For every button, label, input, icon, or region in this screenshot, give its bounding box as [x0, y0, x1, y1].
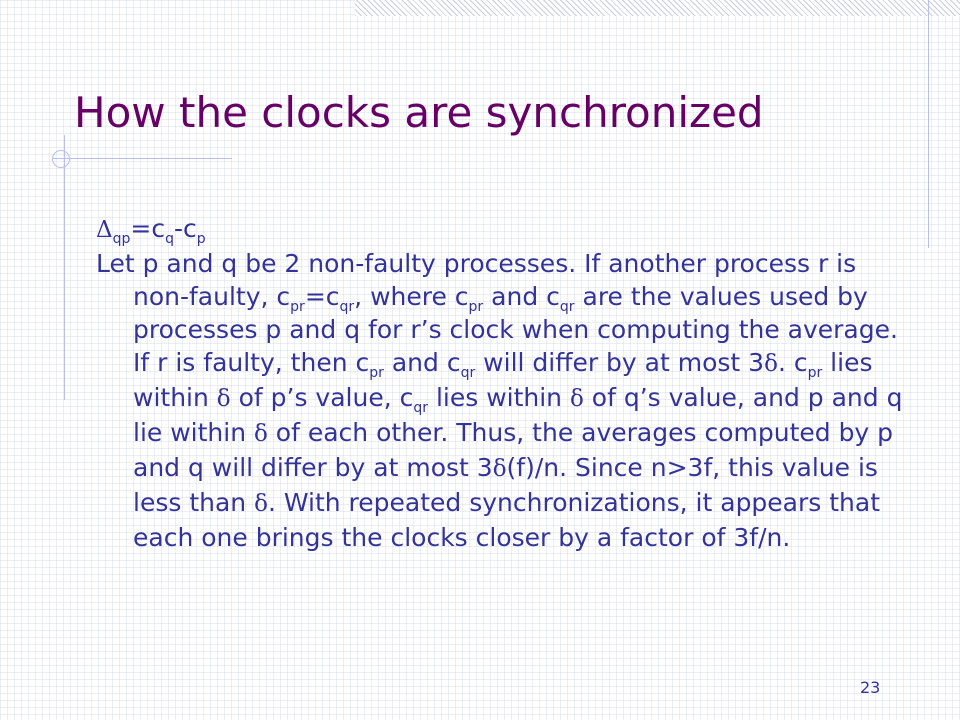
formula-minus: -c [174, 214, 197, 243]
delta-symbol: δ [216, 386, 231, 412]
delta-symbol: δ [254, 421, 268, 447]
formula-eq: =c [130, 214, 166, 243]
formula-sub-q: q [165, 231, 174, 247]
text-segment: =c [304, 282, 340, 311]
left-vertical-rule [64, 135, 65, 400]
delta-symbol: δ [764, 351, 778, 377]
text-segment: of q’s value, and p and q lie within [133, 383, 903, 447]
subscript-pr: pr [369, 365, 384, 381]
subscript-qr: qr [559, 299, 575, 315]
formula-sub-p: p [196, 231, 206, 247]
subscript-qr: qr [413, 400, 428, 416]
text-segment: of p’s value, c [230, 383, 414, 412]
delta-symbol: δ [492, 456, 507, 482]
text-segment: lies within [133, 348, 873, 412]
text-segment: are the values used by processes p and q for r’s clock when computing the average. If r is faulty, then c [133, 282, 898, 377]
explanation-paragraph [96, 247, 916, 554]
text-segment: and c [383, 348, 461, 377]
delta-symbol: δ [569, 386, 584, 412]
formula-sub-qp: qp [112, 231, 131, 247]
text-segment: (f)/n. Since n>3f, this value is less than [133, 453, 878, 517]
subscript-pr: pr [468, 299, 484, 315]
text-segment: . c [777, 348, 808, 377]
delta-formula [96, 212, 916, 247]
title-underline-rule [52, 158, 232, 159]
text-segment: , where c [354, 282, 469, 311]
text-segment: of each other. Thus, the averages computed by p and q will differ by at most 3 [133, 418, 894, 482]
subscript-qr: qr [339, 299, 355, 315]
circle-decoration [52, 150, 70, 168]
slide-number: 23 [860, 678, 881, 697]
subscript-qr: qr [460, 365, 476, 381]
right-vertical-rule [928, 0, 929, 248]
text-segment: Let p and q be 2 non-faulty processes. If another process r is non-faulty, c [96, 249, 857, 311]
slide-content [96, 212, 916, 554]
subscript-pr: pr [807, 365, 823, 381]
top-hatch-decoration [355, 0, 960, 16]
slide-title: How the clocks are synchronized [74, 88, 764, 137]
text-segment: and c [483, 282, 560, 311]
text-segment: . With repeated synchronizations, it appears that each one brings the clocks closer by a factor of 3f/n. [133, 488, 881, 552]
subscript-pr: pr [290, 299, 305, 315]
delta-symbol: Δ [96, 217, 113, 243]
delta-symbol: δ [254, 491, 268, 517]
text-segment: will differ by at most 3 [475, 348, 765, 377]
text-segment: lies within [428, 383, 570, 412]
